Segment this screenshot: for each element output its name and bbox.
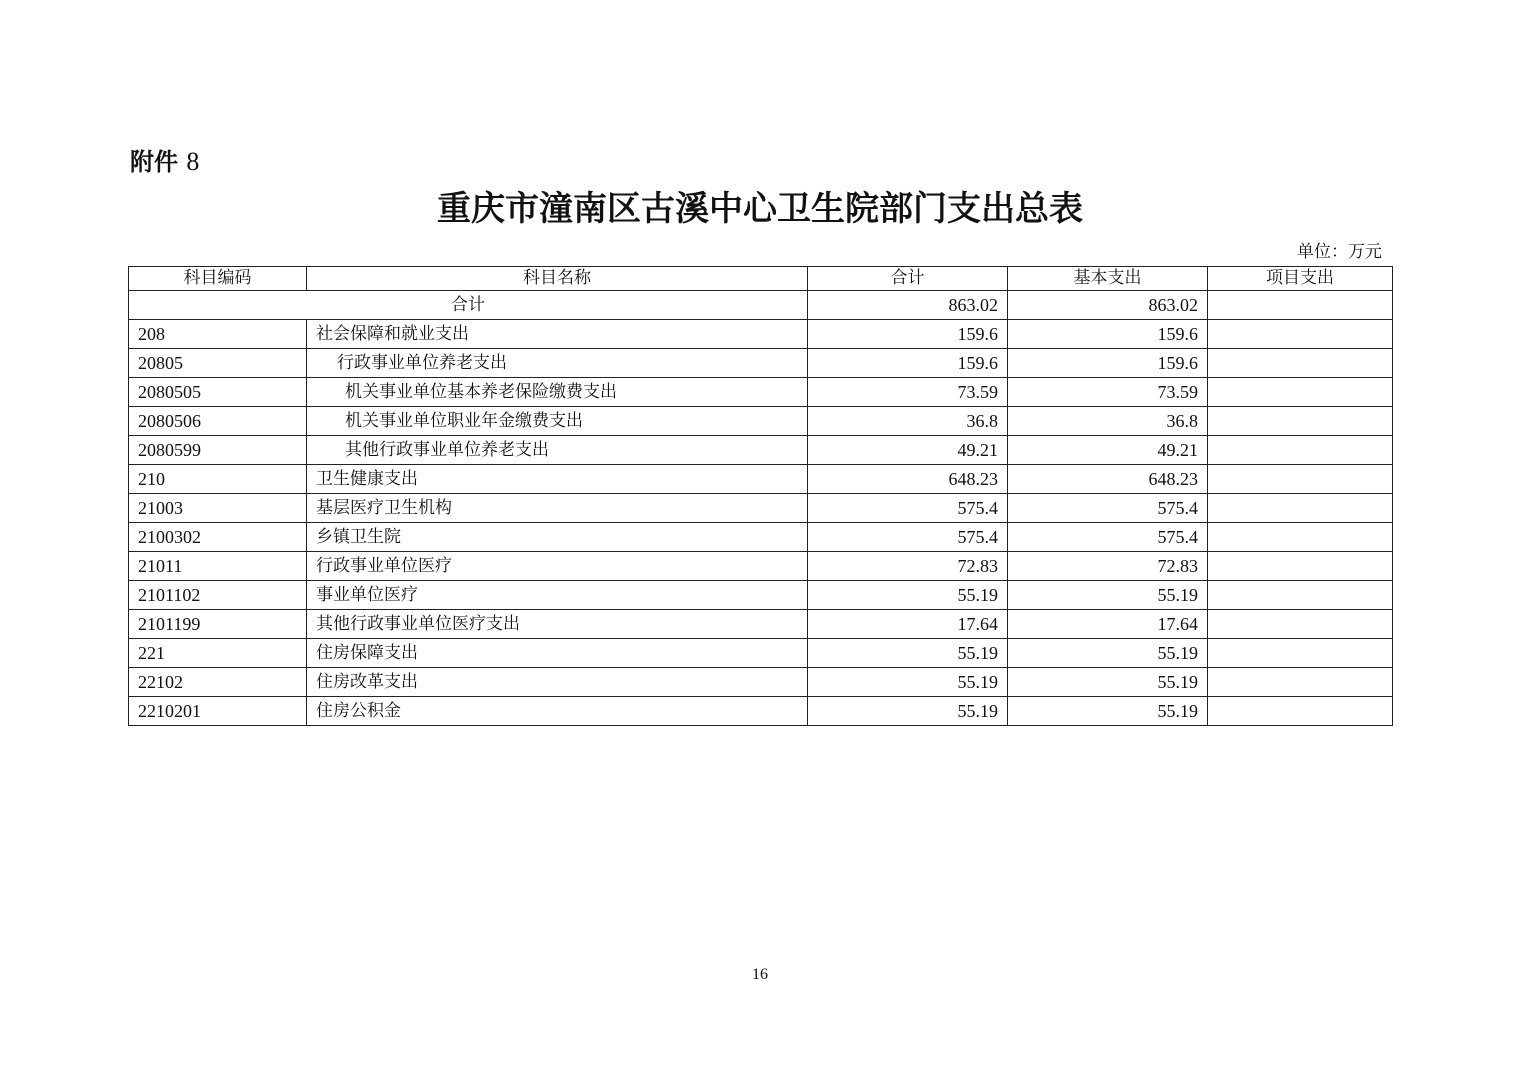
row-basic: 36.8 (1008, 407, 1208, 436)
row-project (1208, 320, 1393, 349)
row-total: 72.83 (808, 552, 1008, 581)
row-code: 2101102 (129, 581, 307, 610)
row-total: 17.64 (808, 610, 1008, 639)
row-total: 159.6 (808, 349, 1008, 378)
header-project: 项目支出 (1208, 267, 1393, 291)
table-row (129, 523, 1393, 552)
attachment-label (130, 145, 199, 179)
row-code: 221 (129, 639, 307, 668)
row-code: 22102 (129, 668, 307, 697)
row-code: 2080599 (129, 436, 307, 465)
row-name: 行政事业单位养老支出 (307, 349, 808, 378)
row-code: 2100302 (129, 523, 307, 552)
row-code: 21011 (129, 552, 307, 581)
row-project (1208, 436, 1393, 465)
row-name: 住房保障支出 (307, 639, 808, 668)
row-basic: 73.59 (1008, 378, 1208, 407)
row-name: 社会保障和就业支出 (307, 320, 808, 349)
row-basic: 72.83 (1008, 552, 1208, 581)
attachment-text: 附件 (130, 148, 178, 176)
row-project (1208, 349, 1393, 378)
row-total: 648.23 (808, 465, 1008, 494)
table-row (129, 697, 1393, 726)
row-total: 159.6 (808, 320, 1008, 349)
row-total: 575.4 (808, 494, 1008, 523)
row-total: 55.19 (808, 581, 1008, 610)
row-name: 住房公积金 (307, 697, 808, 726)
row-total: 55.19 (808, 668, 1008, 697)
table-row (129, 378, 1393, 407)
table-row (129, 639, 1393, 668)
table-row (129, 349, 1393, 378)
row-name: 其他行政事业单位医疗支出 (307, 610, 808, 639)
row-project (1208, 378, 1393, 407)
total-project (1208, 291, 1393, 320)
row-name: 机关事业单位基本养老保险缴费支出 (307, 378, 808, 407)
row-project (1208, 494, 1393, 523)
page-title: 重庆市潼南区古溪中心卫生院部门支出总表 (437, 189, 1083, 229)
row-name: 其他行政事业单位养老支出 (307, 436, 808, 465)
total-label: 合计 (129, 291, 808, 320)
row-basic: 159.6 (1008, 349, 1208, 378)
row-code: 2080506 (129, 407, 307, 436)
row-project (1208, 668, 1393, 697)
table-row (129, 581, 1393, 610)
row-total: 55.19 (808, 639, 1008, 668)
expenditure-table (128, 266, 1393, 726)
row-basic: 17.64 (1008, 610, 1208, 639)
row-code: 21003 (129, 494, 307, 523)
table-row (129, 552, 1393, 581)
row-basic: 575.4 (1008, 494, 1208, 523)
attachment-number: 8 (186, 147, 200, 176)
row-name: 住房改革支出 (307, 668, 808, 697)
row-total: 55.19 (808, 697, 1008, 726)
row-project (1208, 465, 1393, 494)
table-row (129, 320, 1393, 349)
row-code: 208 (129, 320, 307, 349)
header-name: 科目名称 (307, 267, 808, 291)
table-row (129, 610, 1393, 639)
row-total: 36.8 (808, 407, 1008, 436)
unit-label: 单位：万元 (1297, 242, 1382, 262)
row-basic: 55.19 (1008, 668, 1208, 697)
page-number: 16 (752, 966, 768, 983)
row-basic: 55.19 (1008, 639, 1208, 668)
row-project (1208, 407, 1393, 436)
row-project (1208, 610, 1393, 639)
row-project (1208, 639, 1393, 668)
row-name: 事业单位医疗 (307, 581, 808, 610)
row-total: 73.59 (808, 378, 1008, 407)
row-code: 210 (129, 465, 307, 494)
row-code: 20805 (129, 349, 307, 378)
row-code: 2080505 (129, 378, 307, 407)
table-header-row (129, 267, 1393, 291)
table-row (129, 407, 1393, 436)
header-code: 科目编码 (129, 267, 307, 291)
row-name: 行政事业单位医疗 (307, 552, 808, 581)
row-basic: 159.6 (1008, 320, 1208, 349)
row-basic: 648.23 (1008, 465, 1208, 494)
table-row (129, 668, 1393, 697)
total-sum: 863.02 (808, 291, 1008, 320)
row-name: 乡镇卫生院 (307, 523, 808, 552)
row-project (1208, 552, 1393, 581)
row-name: 机关事业单位职业年金缴费支出 (307, 407, 808, 436)
row-basic: 575.4 (1008, 523, 1208, 552)
row-basic: 49.21 (1008, 436, 1208, 465)
header-total: 合计 (808, 267, 1008, 291)
row-basic: 55.19 (1008, 581, 1208, 610)
table-row (129, 436, 1393, 465)
row-project (1208, 697, 1393, 726)
table-row (129, 494, 1393, 523)
row-name: 卫生健康支出 (307, 465, 808, 494)
total-basic: 863.02 (1008, 291, 1208, 320)
row-total: 49.21 (808, 436, 1008, 465)
header-basic: 基本支出 (1008, 267, 1208, 291)
row-code: 2210201 (129, 697, 307, 726)
row-code: 2101199 (129, 610, 307, 639)
row-basic: 55.19 (1008, 697, 1208, 726)
row-project (1208, 523, 1393, 552)
row-total: 575.4 (808, 523, 1008, 552)
row-project (1208, 581, 1393, 610)
row-name: 基层医疗卫生机构 (307, 494, 808, 523)
table-row (129, 465, 1393, 494)
total-row (129, 291, 1393, 320)
